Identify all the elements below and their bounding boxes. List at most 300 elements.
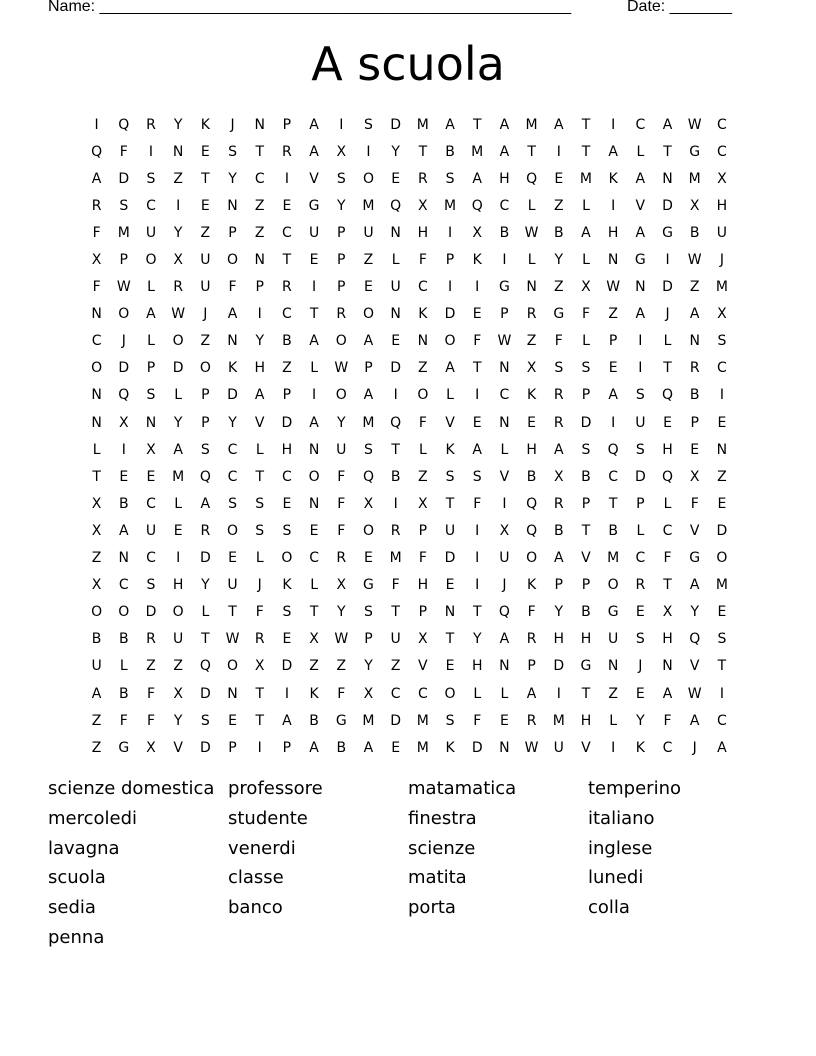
grid-letter[interactable]: I xyxy=(502,495,507,512)
grid-letter[interactable]: Y xyxy=(337,604,346,621)
grid-letter[interactable]: T xyxy=(663,143,672,160)
grid-letter[interactable]: L xyxy=(446,387,454,404)
grid-letter[interactable]: M xyxy=(443,197,457,214)
grid-letter[interactable]: F xyxy=(554,333,563,350)
grid-letter[interactable]: R xyxy=(146,116,156,133)
grid-letter[interactable]: L xyxy=(255,441,264,458)
grid-letter[interactable]: S xyxy=(200,441,210,458)
grid-letter[interactable]: L xyxy=(582,252,590,269)
grid-letter[interactable]: D xyxy=(716,522,728,539)
grid-letter[interactable]: I xyxy=(556,143,561,160)
grid-letter[interactable]: W xyxy=(225,631,240,648)
grid-letter[interactable]: N xyxy=(254,252,265,269)
grid-letter[interactable]: L xyxy=(255,550,264,567)
grid-letter[interactable]: I xyxy=(719,685,724,702)
grid-letter[interactable]: S xyxy=(717,631,727,648)
grid-letter[interactable]: S xyxy=(445,170,455,187)
grid-letter[interactable]: I xyxy=(611,739,616,756)
grid-letter[interactable]: N xyxy=(390,224,401,241)
grid-letter[interactable]: Z xyxy=(418,360,428,377)
grid-letter[interactable]: S xyxy=(364,604,373,621)
grid-letter[interactable]: P xyxy=(337,224,346,241)
grid-letter[interactable]: S xyxy=(282,522,292,539)
grid-letter[interactable]: F xyxy=(418,414,427,431)
grid-letter[interactable]: S xyxy=(228,495,237,512)
grid-letter[interactable]: Z xyxy=(91,550,102,567)
grid-letter[interactable]: Y xyxy=(255,333,264,350)
grid-letter[interactable]: A xyxy=(363,387,374,404)
grid-letter[interactable]: L xyxy=(609,712,618,729)
grid-letter[interactable]: P xyxy=(554,577,563,594)
grid-letter[interactable]: B xyxy=(336,739,347,756)
grid-letter[interactable]: A xyxy=(689,712,700,729)
grid-letter[interactable]: P xyxy=(337,279,346,296)
grid-letter[interactable]: I xyxy=(502,252,507,269)
grid-letter[interactable]: Q xyxy=(118,116,130,133)
grid-letter[interactable]: D xyxy=(227,387,238,404)
grid-letter[interactable]: Z xyxy=(173,170,183,187)
grid-letter[interactable]: N xyxy=(607,252,619,269)
grid-letter[interactable]: X xyxy=(472,224,483,241)
grid-letter[interactable]: N xyxy=(526,279,537,296)
grid-letter[interactable]: Y xyxy=(636,712,645,729)
grid-letter[interactable]: D xyxy=(662,279,673,296)
grid-letter[interactable]: U xyxy=(635,414,646,431)
grid-letter[interactable]: Z xyxy=(254,224,265,241)
grid-letter[interactable]: T xyxy=(581,143,591,160)
grid-letter[interactable]: H xyxy=(526,441,537,458)
grid-letter[interactable]: R xyxy=(526,712,537,729)
grid-letter[interactable]: Q xyxy=(526,495,538,512)
grid-letter[interactable]: F xyxy=(418,550,427,567)
grid-letter[interactable]: T xyxy=(472,116,482,133)
grid-letter[interactable]: C xyxy=(662,739,673,756)
grid-letter[interactable]: J xyxy=(230,116,235,133)
grid-letter[interactable]: D xyxy=(172,360,184,377)
grid-letter[interactable]: Q xyxy=(689,631,701,648)
grid-letter[interactable]: C xyxy=(717,360,727,377)
grid-letter[interactable]: T xyxy=(445,495,455,512)
grid-letter[interactable]: B xyxy=(390,468,401,485)
grid-letter[interactable]: X xyxy=(553,468,564,485)
grid-letter[interactable]: B xyxy=(608,522,618,539)
grid-letter[interactable]: V xyxy=(309,170,319,187)
grid-letter[interactable]: L xyxy=(527,252,536,269)
grid-letter[interactable]: A xyxy=(309,739,319,756)
grid-letter[interactable]: I xyxy=(447,224,453,241)
grid-letter[interactable]: S xyxy=(255,522,265,539)
grid-letter[interactable]: X xyxy=(146,739,156,756)
grid-letter[interactable]: U xyxy=(308,224,320,241)
grid-letter[interactable]: E xyxy=(173,522,183,539)
grid-letter[interactable]: P xyxy=(228,739,237,756)
grid-letter[interactable]: S xyxy=(581,441,591,458)
grid-letter[interactable]: I xyxy=(94,116,99,133)
grid-letter[interactable]: G xyxy=(335,712,347,729)
grid-letter[interactable]: Y xyxy=(337,197,346,214)
grid-letter[interactable]: I xyxy=(366,143,371,160)
grid-letter[interactable]: S xyxy=(364,441,373,458)
grid-letter[interactable]: N xyxy=(716,441,728,458)
grid-letter[interactable]: K xyxy=(527,577,537,594)
grid-letter[interactable]: Z xyxy=(254,197,265,214)
grid-letter[interactable]: X xyxy=(418,631,428,648)
grid-letter[interactable]: N xyxy=(308,495,320,512)
grid-letter[interactable]: I xyxy=(312,387,317,404)
grid-letter[interactable]: A xyxy=(635,306,646,323)
grid-letter[interactable]: L xyxy=(92,441,101,458)
grid-letter[interactable]: L xyxy=(174,495,183,512)
grid-letter[interactable]: C xyxy=(146,495,156,512)
grid-letter[interactable]: A xyxy=(254,387,265,404)
grid-letter[interactable]: F xyxy=(119,143,128,160)
grid-letter[interactable]: K xyxy=(309,685,319,702)
grid-letter[interactable]: F xyxy=(337,495,346,512)
grid-letter[interactable]: K xyxy=(418,306,428,323)
grid-letter[interactable]: Y xyxy=(391,143,400,160)
grid-letter[interactable]: T xyxy=(255,468,264,485)
grid-letter[interactable]: A xyxy=(499,116,510,133)
grid-letter[interactable]: R xyxy=(336,550,347,567)
grid-letter[interactable]: N xyxy=(689,333,700,350)
grid-letter[interactable]: D xyxy=(634,468,646,485)
grid-letter[interactable]: P xyxy=(201,414,210,431)
grid-letter[interactable]: Z xyxy=(553,279,564,296)
grid-letter[interactable]: X xyxy=(91,252,102,269)
grid-letter[interactable]: D xyxy=(199,739,211,756)
grid-letter[interactable]: U xyxy=(499,550,510,567)
grid-letter[interactable]: C xyxy=(282,306,292,323)
grid-letter[interactable]: Z xyxy=(390,658,401,675)
grid-letter[interactable]: V xyxy=(581,739,591,756)
grid-letter[interactable]: O xyxy=(335,387,347,404)
grid-letter[interactable]: N xyxy=(499,739,510,756)
grid-letter[interactable]: C xyxy=(390,685,401,702)
grid-letter[interactable]: F xyxy=(337,468,346,485)
grid-letter[interactable]: C xyxy=(717,116,727,133)
grid-letter[interactable]: N xyxy=(118,550,130,567)
grid-letter[interactable]: R xyxy=(254,631,265,648)
grid-letter[interactable]: D xyxy=(580,414,592,431)
grid-letter[interactable]: K xyxy=(527,387,537,404)
grid-letter[interactable]: T xyxy=(201,631,210,648)
grid-letter[interactable]: E xyxy=(472,414,482,431)
grid-letter[interactable]: A xyxy=(363,739,374,756)
grid-letter[interactable]: A xyxy=(309,414,319,431)
grid-letter[interactable]: E xyxy=(364,279,373,296)
grid-letter[interactable]: F xyxy=(473,712,482,729)
grid-letter[interactable]: F xyxy=(418,252,427,269)
grid-letter[interactable]: V xyxy=(635,197,646,214)
grid-letter[interactable]: M xyxy=(579,170,593,187)
grid-letter[interactable]: Z xyxy=(717,468,727,485)
grid-letter[interactable]: I xyxy=(393,495,398,512)
grid-letter[interactable]: A xyxy=(445,360,455,377)
grid-letter[interactable]: W xyxy=(116,279,131,296)
grid-letter[interactable]: E xyxy=(119,468,129,485)
grid-letter[interactable]: L xyxy=(147,333,155,350)
grid-letter[interactable]: L xyxy=(391,252,400,269)
grid-letter[interactable]: N xyxy=(607,658,619,675)
grid-letter[interactable]: O xyxy=(444,333,456,350)
grid-letter[interactable]: T xyxy=(608,495,618,512)
grid-letter[interactable]: N xyxy=(499,414,510,431)
grid-letter[interactable]: P xyxy=(581,387,591,404)
grid-letter[interactable]: L xyxy=(174,387,183,404)
grid-letter[interactable]: P xyxy=(282,116,292,133)
grid-letter[interactable]: S xyxy=(364,116,373,133)
grid-letter[interactable]: R xyxy=(336,306,347,323)
grid-letter[interactable]: Y xyxy=(201,577,210,594)
grid-letter[interactable]: R xyxy=(146,631,156,648)
grid-letter[interactable]: C xyxy=(662,522,673,539)
grid-letter[interactable]: X xyxy=(717,306,727,323)
grid-letter[interactable]: F xyxy=(92,279,101,296)
grid-letter[interactable]: K xyxy=(445,739,455,756)
grid-letter[interactable]: N xyxy=(91,387,102,404)
grid-letter[interactable]: P xyxy=(364,360,373,377)
grid-letter[interactable]: Q xyxy=(199,468,211,485)
grid-letter[interactable]: S xyxy=(146,577,156,594)
grid-letter[interactable]: E xyxy=(717,604,727,621)
grid-letter[interactable]: E xyxy=(690,441,700,458)
grid-letter[interactable]: Z xyxy=(173,658,183,675)
grid-letter[interactable]: C xyxy=(417,685,428,702)
grid-letter[interactable]: A xyxy=(717,739,727,756)
grid-letter[interactable]: E xyxy=(663,414,672,431)
grid-letter[interactable]: D xyxy=(199,685,211,702)
grid-letter[interactable]: V xyxy=(689,658,700,675)
grid-letter[interactable]: E xyxy=(282,631,292,648)
grid-letter[interactable]: L xyxy=(473,685,482,702)
grid-letter[interactable]: O xyxy=(444,685,456,702)
grid-letter[interactable]: D xyxy=(444,550,456,567)
grid-letter[interactable]: R xyxy=(417,170,428,187)
grid-letter[interactable]: V xyxy=(418,658,428,675)
grid-letter[interactable]: W xyxy=(687,116,702,133)
grid-letter[interactable]: S xyxy=(717,333,727,350)
grid-letter[interactable]: L xyxy=(418,441,427,458)
grid-letter[interactable]: S xyxy=(581,360,591,377)
grid-letter[interactable]: B xyxy=(118,495,129,512)
grid-letter[interactable]: W xyxy=(687,685,702,702)
grid-letter[interactable]: E xyxy=(635,604,645,621)
grid-letter[interactable]: Y xyxy=(554,604,564,621)
grid-letter[interactable]: R xyxy=(91,197,102,214)
grid-letter[interactable]: G xyxy=(498,279,510,296)
grid-letter[interactable]: L xyxy=(119,658,128,675)
grid-letter[interactable]: F xyxy=(391,577,400,594)
grid-letter[interactable]: R xyxy=(282,279,292,296)
grid-letter[interactable]: C xyxy=(91,333,102,350)
grid-letter[interactable]: L xyxy=(636,143,645,160)
grid-letter[interactable]: W xyxy=(334,360,349,377)
grid-letter[interactable]: R xyxy=(553,387,564,404)
grid-letter[interactable]: R xyxy=(553,414,564,431)
grid-letter[interactable]: S xyxy=(146,387,156,404)
grid-letter[interactable]: U xyxy=(608,631,619,648)
grid-letter[interactable]: I xyxy=(475,577,480,594)
grid-letter[interactable]: Z xyxy=(282,360,292,377)
grid-letter[interactable]: T xyxy=(418,143,428,160)
grid-letter[interactable]: Z xyxy=(608,306,618,323)
grid-letter[interactable]: I xyxy=(176,550,181,567)
grid-letter[interactable]: C xyxy=(282,224,292,241)
grid-letter[interactable]: H xyxy=(417,224,429,241)
grid-letter[interactable]: G xyxy=(662,224,673,241)
grid-letter[interactable]: O xyxy=(335,333,347,350)
grid-letter[interactable]: E xyxy=(499,712,509,729)
grid-letter[interactable]: U xyxy=(145,522,157,539)
grid-letter[interactable]: M xyxy=(362,712,375,729)
grid-letter[interactable]: R xyxy=(526,631,537,648)
grid-letter[interactable]: E xyxy=(635,685,645,702)
grid-letter[interactable]: A xyxy=(309,116,319,133)
grid-letter[interactable]: M xyxy=(416,116,429,133)
grid-letter[interactable]: J xyxy=(665,306,670,323)
grid-letter[interactable]: D xyxy=(553,658,565,675)
grid-letter[interactable]: M xyxy=(552,712,565,729)
grid-letter[interactable]: X xyxy=(581,279,591,296)
grid-letter[interactable]: R xyxy=(173,279,184,296)
grid-letter[interactable]: Z xyxy=(309,658,319,675)
grid-letter[interactable]: P xyxy=(201,387,210,404)
grid-letter[interactable]: Q xyxy=(662,468,674,485)
grid-letter[interactable]: F xyxy=(337,522,346,539)
grid-letter[interactable]: X xyxy=(689,197,700,214)
grid-letter[interactable]: A xyxy=(608,143,618,160)
grid-letter[interactable]: L xyxy=(310,360,318,377)
grid-letter[interactable]: S xyxy=(200,712,210,729)
grid-letter[interactable]: G xyxy=(363,577,374,594)
grid-letter[interactable]: Y xyxy=(554,252,564,269)
grid-letter[interactable]: D xyxy=(471,739,483,756)
grid-letter[interactable]: A xyxy=(581,224,591,241)
grid-letter[interactable]: D xyxy=(390,116,402,133)
grid-letter[interactable]: F xyxy=(663,712,672,729)
grid-letter[interactable]: C xyxy=(499,387,510,404)
grid-letter[interactable]: D xyxy=(145,604,157,621)
grid-letter[interactable]: E xyxy=(309,522,319,539)
grid-letter[interactable]: Y xyxy=(228,170,237,187)
grid-letter[interactable]: O xyxy=(227,522,239,539)
grid-letter[interactable]: A xyxy=(689,306,700,323)
grid-letter[interactable]: V xyxy=(445,414,455,431)
grid-letter[interactable]: U xyxy=(91,658,102,675)
grid-letter[interactable]: L xyxy=(310,577,318,594)
grid-letter[interactable]: J xyxy=(502,577,507,594)
grid-letter[interactable]: I xyxy=(284,685,289,702)
grid-letter[interactable]: N xyxy=(390,306,401,323)
grid-letter[interactable]: B xyxy=(553,522,564,539)
grid-letter[interactable]: E xyxy=(391,333,401,350)
grid-letter[interactable]: H xyxy=(607,224,619,241)
grid-letter[interactable]: E xyxy=(309,252,319,269)
grid-letter[interactable]: N xyxy=(499,360,510,377)
grid-letter[interactable]: Y xyxy=(173,116,183,133)
grid-letter[interactable]: I xyxy=(475,522,480,539)
grid-letter[interactable]: I xyxy=(257,739,262,756)
grid-letter[interactable]: O xyxy=(362,170,374,187)
grid-letter[interactable]: U xyxy=(553,739,564,756)
grid-letter[interactable]: K xyxy=(635,739,645,756)
grid-letter[interactable]: A xyxy=(553,116,564,133)
grid-letter[interactable]: N xyxy=(227,333,238,350)
grid-letter[interactable]: A xyxy=(227,306,238,323)
grid-letter[interactable]: Z xyxy=(689,279,700,296)
grid-letter[interactable]: Z xyxy=(200,333,211,350)
grid-letter[interactable]: P xyxy=(581,495,591,512)
grid-letter[interactable]: N xyxy=(635,279,646,296)
grid-letter[interactable]: A xyxy=(118,522,129,539)
grid-letter[interactable]: Q xyxy=(526,170,538,187)
grid-letter[interactable]: E xyxy=(282,495,292,512)
grid-letter[interactable]: B xyxy=(91,631,102,648)
grid-letter[interactable]: E xyxy=(200,143,210,160)
grid-letter[interactable]: K xyxy=(282,577,292,594)
grid-letter[interactable]: C xyxy=(417,279,428,296)
grid-letter[interactable]: P xyxy=(636,495,645,512)
grid-letter[interactable]: A xyxy=(553,550,564,567)
grid-letter[interactable]: E xyxy=(717,414,727,431)
grid-letter[interactable]: E xyxy=(445,658,455,675)
grid-letter[interactable]: C xyxy=(608,468,619,485)
grid-letter[interactable]: N xyxy=(254,116,265,133)
grid-letter[interactable]: O xyxy=(118,306,130,323)
grid-letter[interactable]: X xyxy=(309,631,319,648)
grid-letter[interactable]: B xyxy=(689,387,700,404)
grid-letter[interactable]: A xyxy=(472,170,482,187)
grid-letter[interactable]: L xyxy=(663,495,672,512)
grid-letter[interactable]: A xyxy=(309,333,319,350)
grid-letter[interactable]: J xyxy=(257,577,262,594)
grid-letter[interactable]: E xyxy=(608,360,618,377)
grid-letter[interactable]: A xyxy=(309,143,319,160)
grid-letter[interactable]: U xyxy=(173,631,184,648)
grid-letter[interactable]: O xyxy=(172,333,184,350)
grid-letter[interactable]: H xyxy=(662,441,673,458)
grid-letter[interactable]: D xyxy=(390,712,402,729)
grid-letter[interactable]: B xyxy=(526,468,537,485)
grid-letter[interactable]: Q xyxy=(607,441,619,458)
grid-letter[interactable]: C xyxy=(309,550,319,567)
grid-letter[interactable]: E xyxy=(146,468,156,485)
grid-letter[interactable]: E xyxy=(391,739,401,756)
grid-letter[interactable]: M xyxy=(416,712,429,729)
name-field-label[interactable]: Name: _____________________________________________________ xyxy=(48,0,572,15)
grid-letter[interactable]: N xyxy=(145,414,157,431)
grid-letter[interactable]: S xyxy=(228,143,237,160)
grid-letter[interactable]: I xyxy=(447,279,453,296)
grid-letter[interactable]: Q xyxy=(390,414,402,431)
grid-letter[interactable]: N xyxy=(91,306,102,323)
grid-letter[interactable]: X xyxy=(91,577,102,594)
grid-letter[interactable]: P xyxy=(146,360,156,377)
grid-letter[interactable]: C xyxy=(146,550,156,567)
grid-letter[interactable]: L xyxy=(500,685,509,702)
grid-letter[interactable]: R xyxy=(526,306,537,323)
grid-letter[interactable]: E xyxy=(391,170,401,187)
grid-letter[interactable]: Q xyxy=(118,387,130,404)
grid-letter[interactable]: F xyxy=(146,712,155,729)
grid-letter[interactable]: U xyxy=(390,631,401,648)
grid-letter[interactable]: Z xyxy=(553,197,564,214)
grid-letter[interactable]: W xyxy=(687,252,702,269)
grid-letter[interactable]: X xyxy=(336,577,347,594)
grid-letter[interactable]: H xyxy=(662,631,673,648)
grid-letter[interactable]: P xyxy=(608,333,618,350)
grid-letter[interactable]: B xyxy=(445,143,455,160)
